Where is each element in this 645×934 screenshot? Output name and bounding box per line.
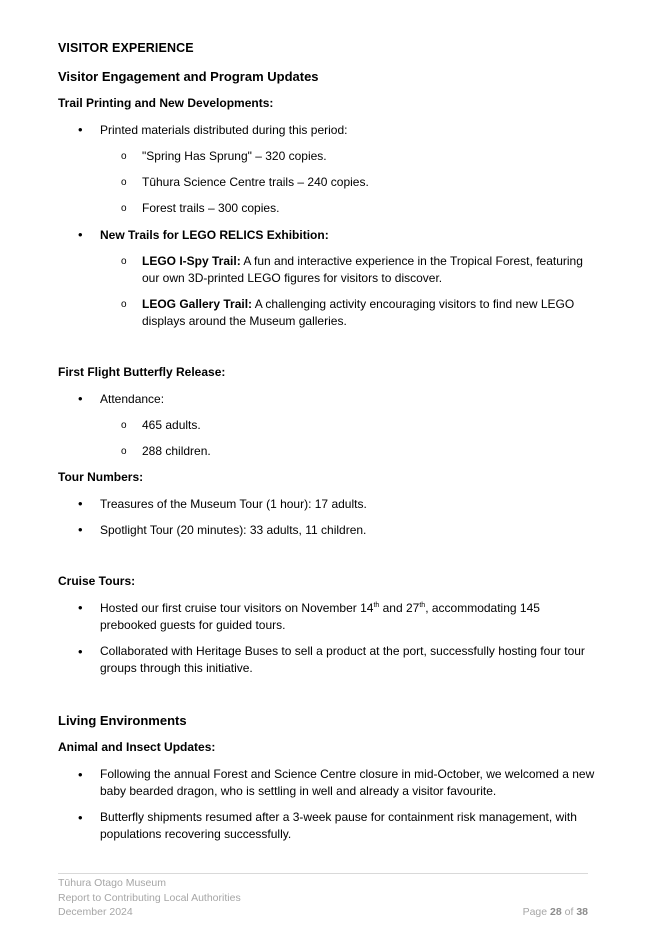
new-trails-label: New Trails for LEGO RELICS Exhibition: <box>100 228 329 242</box>
cruise-heading: Cruise Tours: <box>58 574 136 588</box>
attendance-item: 288 children. <box>142 444 211 458</box>
sub-bullet-icon: o <box>121 177 127 188</box>
cruise-item-line: prebooked guests for guided tours. <box>100 618 286 632</box>
trail-description: A fun and interactive experience in the Tropical Forest, featuring <box>240 254 583 268</box>
cruise-item-line: Collaborated with Heritage Buses to sell a product at the port, successfully hosting four tour <box>100 644 585 658</box>
tour-item: Spotlight Tour (20 minutes): 33 adults, 11 children. <box>100 523 367 537</box>
cruise-text: Hosted our first cruise tour visitors on November 14 <box>100 601 374 615</box>
cruise-text: , accommodating 145 <box>425 601 540 615</box>
page-current: 28 <box>550 906 562 918</box>
attendance-label: Attendance: <box>100 392 165 406</box>
cruise-item-line: groups through this initiative. <box>100 661 253 675</box>
tour-item: Treasures of the Museum Tour (1 hour): 17 adults. <box>100 497 367 511</box>
living-heading: Living Environments <box>58 713 187 728</box>
bullet-icon: • <box>78 522 83 537</box>
footer-page-number <box>523 905 588 919</box>
ordinal-suffix: th <box>373 602 380 609</box>
engagement-heading: Visitor Engagement and Program Updates <box>58 69 319 84</box>
tours-heading: Tour Numbers: <box>58 470 144 484</box>
living-item-line: baby bearded dragon, who is settling in well and already a visitor favourite. <box>100 784 497 798</box>
attendance-item: 465 adults. <box>142 418 201 432</box>
bullet-icon: • <box>78 227 83 242</box>
ordinal-suffix: th <box>419 602 426 609</box>
trail-name: LEOG Gallery Trail: <box>142 297 253 311</box>
footer-divider <box>58 873 588 874</box>
printed-item: "Spring Has Sprung" – 320 copies. <box>142 149 327 163</box>
trail-item-line: displays around the Museum galleries. <box>142 314 347 328</box>
trail-heading: Trail Printing and New Developments: <box>58 96 274 110</box>
trail-item-line <box>142 253 583 270</box>
bullet-icon: • <box>78 122 83 137</box>
trail-description: A challenging activity encouraging visitors to find new LEGO <box>252 297 575 311</box>
footer-date: December 2024 <box>58 906 133 918</box>
bullet-icon: • <box>78 496 83 511</box>
trail-item-line <box>142 296 574 313</box>
footer-report: Report to Contributing Local Authorities <box>58 892 241 904</box>
cruise-item-line <box>100 600 540 617</box>
sub-bullet-icon: o <box>121 446 127 457</box>
sub-bullet-icon: o <box>121 299 127 310</box>
sub-bullet-icon: o <box>121 203 127 214</box>
section-title: VISITOR EXPERIENCE <box>58 41 194 55</box>
trail-item-line: our own 3D-printed LEGO figures for visitors to discover. <box>142 271 443 285</box>
page-total: 38 <box>576 906 588 918</box>
page-of: of <box>564 906 574 918</box>
animal-heading: Animal and Insect Updates: <box>58 740 216 754</box>
sub-bullet-icon: o <box>121 256 127 267</box>
bullet-icon: • <box>78 810 83 825</box>
sub-bullet-icon: o <box>121 420 127 431</box>
bullet-icon: • <box>78 644 83 659</box>
printed-item: Forest trails – 300 copies. <box>142 201 280 215</box>
bullet-icon: • <box>78 767 83 782</box>
living-item-line: Following the annual Forest and Science Centre closure in mid-October, we welcomed a new <box>100 767 595 781</box>
footer-org: Tūhura Otago Museum <box>58 877 166 889</box>
cruise-text: and 27 <box>379 601 420 615</box>
bullet-icon: • <box>78 600 83 615</box>
bullet-icon: • <box>78 391 83 406</box>
page-word: Page <box>522 906 548 918</box>
living-item-line: Butterfly shipments resumed after a 3-week pause for containment risk management, with <box>100 810 577 824</box>
butterfly-heading: First Flight Butterfly Release: <box>58 365 226 379</box>
sub-bullet-icon: o <box>121 151 127 162</box>
printed-label: Printed materials distributed during this period: <box>100 123 348 137</box>
printed-item: Tūhura Science Centre trails – 240 copies. <box>142 175 369 189</box>
living-item-line: populations recovering successfully. <box>100 827 292 841</box>
trail-name: LEGO I-Spy Trail: <box>142 254 241 268</box>
